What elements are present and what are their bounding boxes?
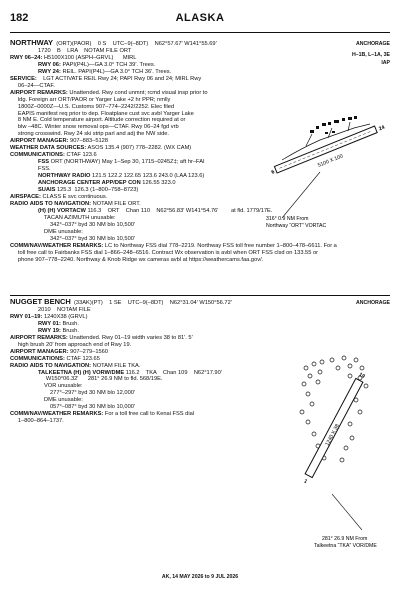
text-line: 342°–037° byd 30 NM blo 10,500′: [50, 221, 135, 228]
field-label: NORTHWAY RADIO: [38, 173, 91, 180]
northway-rwy-end-24: 24: [378, 124, 386, 133]
text-line: DME unusable:: [44, 397, 83, 404]
northway-airport-diagram: [262, 68, 390, 238]
text-line: blw –48C. Winter snow removal ops—CTAF. Rwy 06–24 fgd vrb: [10, 124, 179, 131]
text-line: W150°06.32′ 281° 26.9 NM to fld. 568/19E.: [38, 376, 163, 383]
field-label: AIRPORT REMARKS:: [10, 334, 68, 341]
field-label: SUAIS: [38, 187, 56, 194]
airport-info-line: 1720 B LRA NOTAM FILE ORT: [38, 47, 132, 54]
text-line: AIRPORT MANAGER: 907–883–5128: [10, 138, 108, 145]
field-label: SERVICE:: [10, 75, 37, 82]
field-label: RADIO AIDS TO NAVIGATION:: [10, 362, 91, 369]
text-line: ldg. Foreign arr ORT/PAOR or Yarger Lake +2 hr PPR; nmlly: [10, 96, 171, 103]
text-line: 8 NM E. Cold temperature airport. Altitude correction required at or: [10, 117, 186, 124]
text-line: COMM/NAV/WEATHER REMARKS: LC to Northway FSS dial 778–2219. Northway FSS toll free number 1–800–478–6611. For a: [10, 242, 337, 249]
text-line: RADIO AIDS TO NAVIGATION: NOTAM FILE ORT.: [10, 200, 141, 207]
text-line: RWY 24: REIL. PAPI(P4L)—GA 3.0° TCH 36′. Trees.: [38, 68, 172, 75]
text-line: RWY 19: Brush.: [38, 327, 79, 334]
text-line: RWY 06–24: H5100X100 (ASPH–GRVL) MIRL: [10, 54, 137, 61]
northway-bearing-line: [282, 172, 320, 218]
nugget-trees: [300, 356, 368, 462]
field-label: AIRPORT MANAGER:: [10, 348, 69, 355]
text-line: 1–800–864–1737.: [10, 418, 64, 425]
field-label: FSS: [38, 159, 50, 166]
airport-name: NUGGET BENCH: [10, 297, 71, 306]
text-line: 277°–297° byd 30 NM blo 12,000′: [50, 390, 135, 397]
text-line: RWY 06: PAPI(P4L)—GA 3.0° TCH 39′. Trees.: [38, 61, 156, 68]
text-line: SERVICE: LGT ACTIVATE REIL Rwy 24; PAPI Rwy 06 and 24; MIRL Rwy: [10, 75, 202, 82]
text-line: FSS.: [38, 166, 51, 173]
field-label: TALKEETNA (H) (H) VORW/DME: [38, 369, 125, 376]
field-label: RWY 06:: [38, 61, 61, 68]
northway-rwy-end-6: 6: [270, 169, 276, 176]
header-rule: [10, 32, 390, 33]
text-line: SUAIS 125.3 126.3 (1–800–758–8723): [38, 187, 139, 194]
text-line: TALKEETNA (H) (H) VORW/DME 116.2 TKA Chan 109 N62°17.90′: [38, 369, 222, 376]
text-line: strong crosswind. Rwy 24 ski strip parl and adj the NW side.: [10, 131, 169, 138]
field-label: RADIO AIDS TO NAVIGATION:: [10, 200, 91, 207]
text-line: 057°–087° byd 30 NM blo 10,000′: [50, 404, 135, 411]
northway-bearing-2: Northway “ORT” VORTAC: [266, 223, 327, 229]
northway-runway: [270, 123, 390, 186]
field-label: ANCHORAGE CENTER APP/DEP CON: [38, 180, 141, 187]
section-divider: [10, 295, 390, 296]
text-line: TACAN AZIMUTH unusable:: [44, 214, 116, 221]
field-label: AIRPORT REMARKS:: [10, 89, 68, 96]
field-label: AIRSPACE:: [10, 193, 41, 200]
northway-iap: IAP: [381, 60, 390, 66]
text-line: 06–24—CTAF.: [10, 82, 55, 89]
airport-header-line: (ORT)(PAOR) 0 S UTC–9(–8DT) N62°57.67′ W141°55.69′: [56, 41, 217, 47]
northway-chart-ref: H–1B, L–1A, 3E: [351, 52, 390, 58]
nugget-sectional: ANCHORAGE: [355, 300, 390, 306]
text-line: VOR unusable:: [44, 383, 83, 390]
text-line: RADIO AIDS TO NAVIGATION: NOTAM FILE TKA.: [10, 362, 141, 369]
field-label: COMM/NAV/WEATHER REMARKS:: [10, 242, 104, 249]
text-line: COMMUNICATIONS: CTAF 123.65: [10, 355, 100, 362]
text-line: high brush 20′ from approach end of Rwy 19.: [10, 341, 132, 348]
text-line: AIRPORT REMARKS: Unattended. Rwy 01–19 width varies 38 to 81′. 5′: [10, 334, 193, 341]
nugget-header: [10, 299, 390, 307]
text-line: AIRPORT REMARKS: Unattended. Rwy cond unmnt; rcmd visual insp prior to: [10, 89, 208, 96]
field-label: AIRPORT MANAGER:: [10, 138, 69, 145]
nugget-bearing-1: 281° 26.9 NM From: [322, 536, 368, 542]
text-line: RWY 01–19: 1240X38 (GRVL): [10, 313, 88, 320]
field-label: RWY 01:: [38, 320, 61, 327]
airport-header-line: (33AK)(PT) 1 SE UTC–9(–8DT) N62°31.04′ W150°56.72′: [74, 300, 232, 306]
text-line: toll free call to Fairbanks FSS dial 1–866–248–6516. Contract Wx observation is avbl when ORT FSS clsd on 133.55 or: [10, 249, 319, 256]
field-label: RWY 24:: [38, 68, 61, 75]
nugget-bearing-line: [332, 494, 362, 530]
text-line: 342°–037° byd 30 NM blo 10,500′: [50, 235, 135, 242]
text-line: phone 907–778–2240. Northway & Knob Ridge wx cameras avbl at https://weathercams.faa.gov/.: [10, 256, 264, 263]
field-label: COMM/NAV/WEATHER REMARKS:: [10, 411, 104, 418]
field-label: (H) (H) VORTACW: [38, 207, 86, 214]
field-label: RWY 01–19:: [10, 313, 43, 320]
page-number: 182: [10, 12, 29, 24]
text-line: COMM/NAV/WEATHER REMARKS: For a toll free call to Kenai FSS dial: [10, 411, 195, 418]
field-label: RWY 06–24:: [10, 54, 43, 61]
northway-runway-label: 5100 X 100: [317, 153, 344, 169]
text-line: RWY 01: Brush.: [38, 320, 79, 327]
text-line: EAPIS manifest req prior to dep. Floatplane cust svc avbl Yarger Lake: [10, 110, 194, 117]
northway-header: [10, 40, 390, 48]
northway-sectional: ANCHORAGE: [355, 41, 390, 47]
text-line: ANCHORAGE CENTER APP/DEP CON 126.55 323.0: [38, 180, 176, 187]
field-label: WEATHER DATA SOURCES:: [10, 145, 87, 152]
nugget-bearing-2: Talkeetna “TKA” VOR/DME: [314, 543, 377, 549]
page-footer: AK, 14 MAY 2026 to 9 JUL 2026: [161, 574, 239, 580]
airport-name: NORTHWAY: [10, 38, 54, 47]
text-line: NORTHWAY RADIO 121.5 122.2 122.65 123.6 243.0 (LAA 123.6): [38, 173, 205, 180]
nugget-airport-diagram: [262, 318, 390, 556]
page-header: [0, 0, 400, 36]
nugget-rwy-end-1: 1: [302, 478, 309, 486]
nugget-runway-label: 1240 X 38: [324, 423, 341, 447]
text-line: DME unusable:: [44, 228, 83, 235]
state-title: ALASKA: [175, 12, 225, 24]
text-line: AIRPORT MANAGER: 907–279–1560: [10, 348, 108, 355]
text-line: WEATHER DATA SOURCES: ASOS 135.4 (907) 778–2282. (WX CAM): [10, 145, 192, 152]
field-label: COMMUNICATIONS:: [10, 152, 65, 159]
northway-buildings: [310, 116, 357, 134]
text-line: (H) (H) VORTACW 116.3 ORT Chan 110 N62°56.83′ W141°54.76′ at fld. 1779/17E.: [38, 207, 273, 214]
text-line: 1800Z–0000Z—U.S. Customs 907–774–2242/2252. Elec filed: [10, 103, 175, 110]
field-label: COMMUNICATIONS:: [10, 355, 65, 362]
text-line: COMMUNICATIONS: CTAF 123.6: [10, 152, 97, 159]
text-line: FSS ORT (NORTHWAY) May 1–Sep 30, 1715–0245Z‡; aft hr–FAI: [38, 159, 205, 166]
northway-bearing-1: 316° 0.9 NM From: [266, 216, 309, 222]
nugget-rwy-end-19: 19: [357, 371, 366, 380]
field-label: RWY 19:: [38, 327, 61, 334]
airport-info-line: 2010 NOTAM FILE: [38, 306, 91, 313]
text-line: AIRSPACE: CLASS E svc continuous.: [10, 193, 108, 200]
